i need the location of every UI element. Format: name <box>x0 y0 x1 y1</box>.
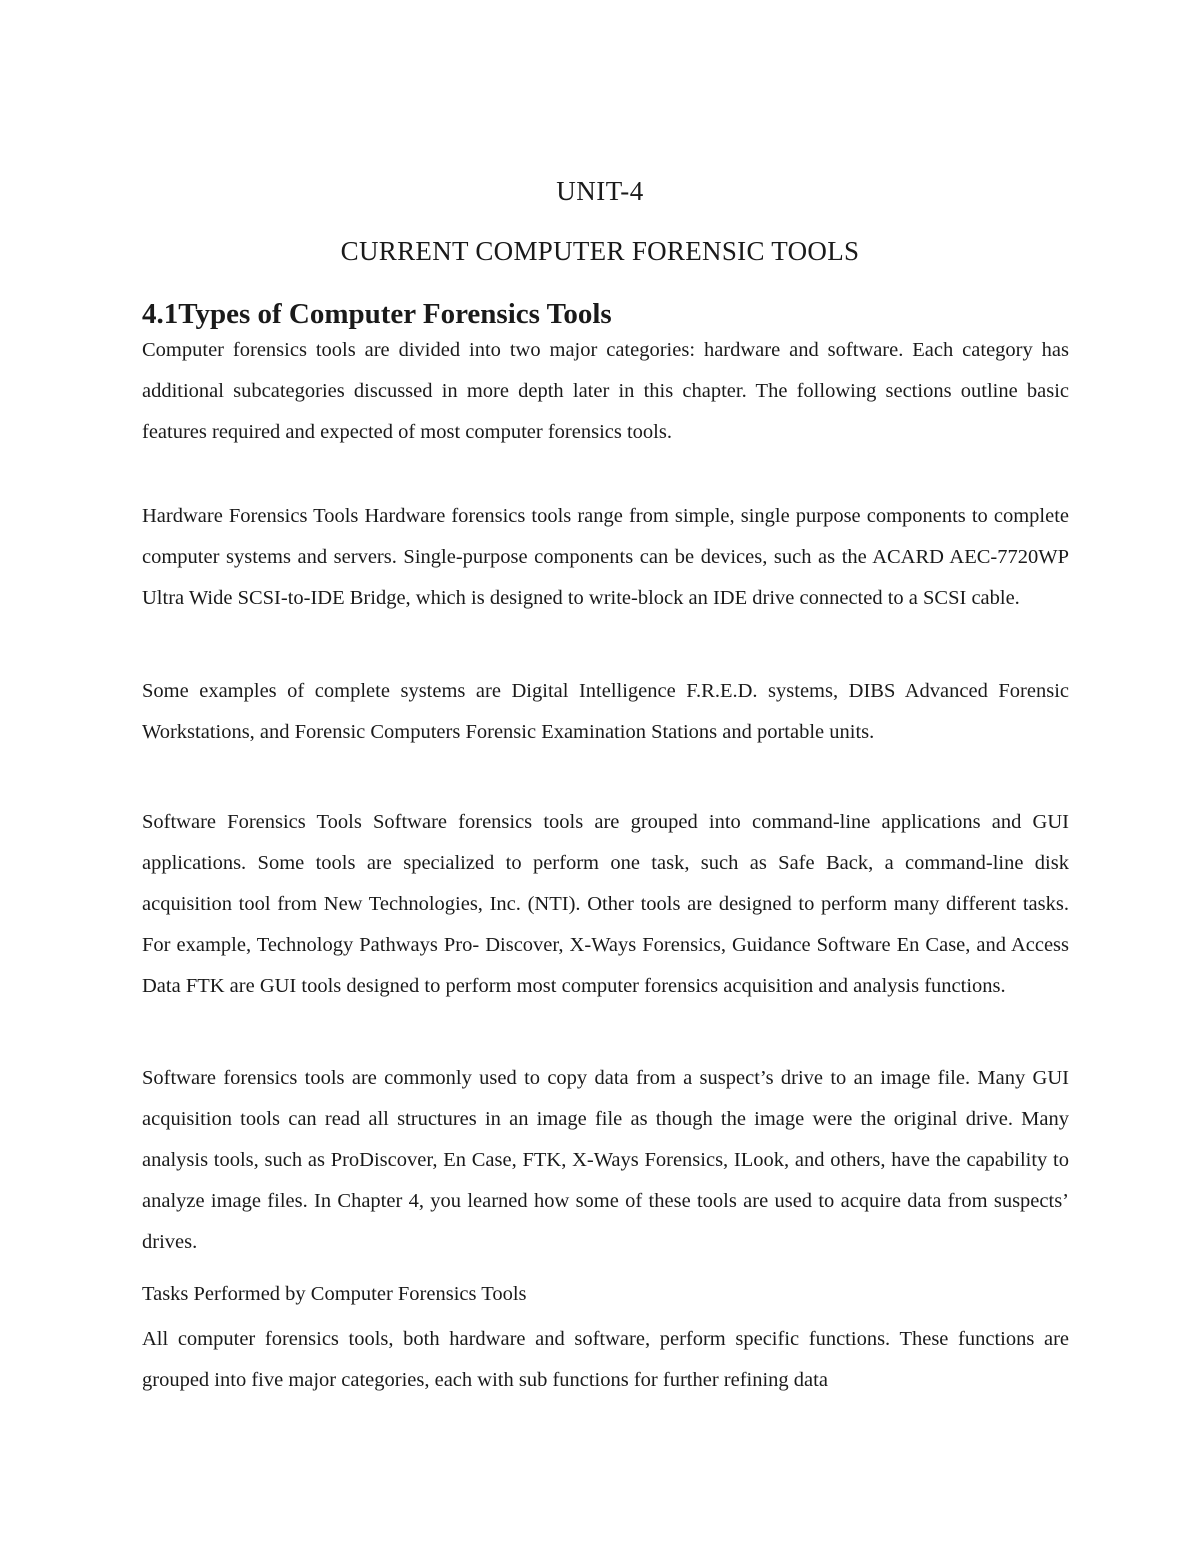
paragraph-image-files: Software forensics tools are commonly used to copy data from a suspect’s drive to an image file. Many GUI acquisition tools can read all structures in an image file as though the image were the original drive. Many analysis tools, such as ProDiscover, En Case, FTK, X-Ways Forensics, ILook, and others, have the capability to analyze image files. In Chapter 4, you learned how some of these tools are used to acquire data from suspects’ drives. <box>142 1067 1069 1253</box>
subheading-tasks: Tasks Performed by Computer Forensics Tools <box>142 1283 527 1305</box>
paragraph-complete-systems: Some examples of complete systems are Digital Intelligence F.R.E.D. systems, DIBS Advanced Forensic Workstations, and Forensic Computers Forensic Examination Stations and portable units. <box>142 680 1069 743</box>
paragraph-software-tools: Software Forensics Tools Software forensics tools are grouped into command-line applications and GUI applications. Some tools are specialized to perform one task, such as Safe Back, a command-line disk acquisition tool from New Technologies, Inc. (NTI). Other tools are designed to perform many different tasks. For example, Technology Pathways Pro- Discover, X-Ways Forensics, Guidance Software En Case, and Access Data FTK are GUI tools designed to perform most computer forensics acquisition and analysis functions. <box>142 811 1069 997</box>
document-title: CURRENT COMPUTER FORENSIC TOOLS <box>340 236 860 266</box>
paragraph-overview: Computer forensics tools are divided into two major categories: hardware and software. Each category has additional subcategories discussed in more depth later in this chapter. The following sections outline basic features required and expected of most computer forensics tools. <box>142 339 1069 443</box>
section-heading: 4.1Types of Computer Forensics Tools <box>142 298 612 330</box>
paragraph-hardware-tools: Hardware Forensics Tools Hardware forensics tools range from simple, single purpose components to complete computer systems and servers. Single-purpose components can be devices, such as the ACARD AEC-7720WP Ultra Wide SCSI-to-IDE Bridge, which is designed to write-block an IDE drive connected to a SCSI cable. <box>142 505 1069 609</box>
paragraph-tasks: All computer forensics tools, both hardware and software, perform specific functions. These functions are grouped into five major categories, each with sub functions for further refining data <box>142 1328 1069 1391</box>
unit-label: UNIT-4 <box>556 176 644 206</box>
